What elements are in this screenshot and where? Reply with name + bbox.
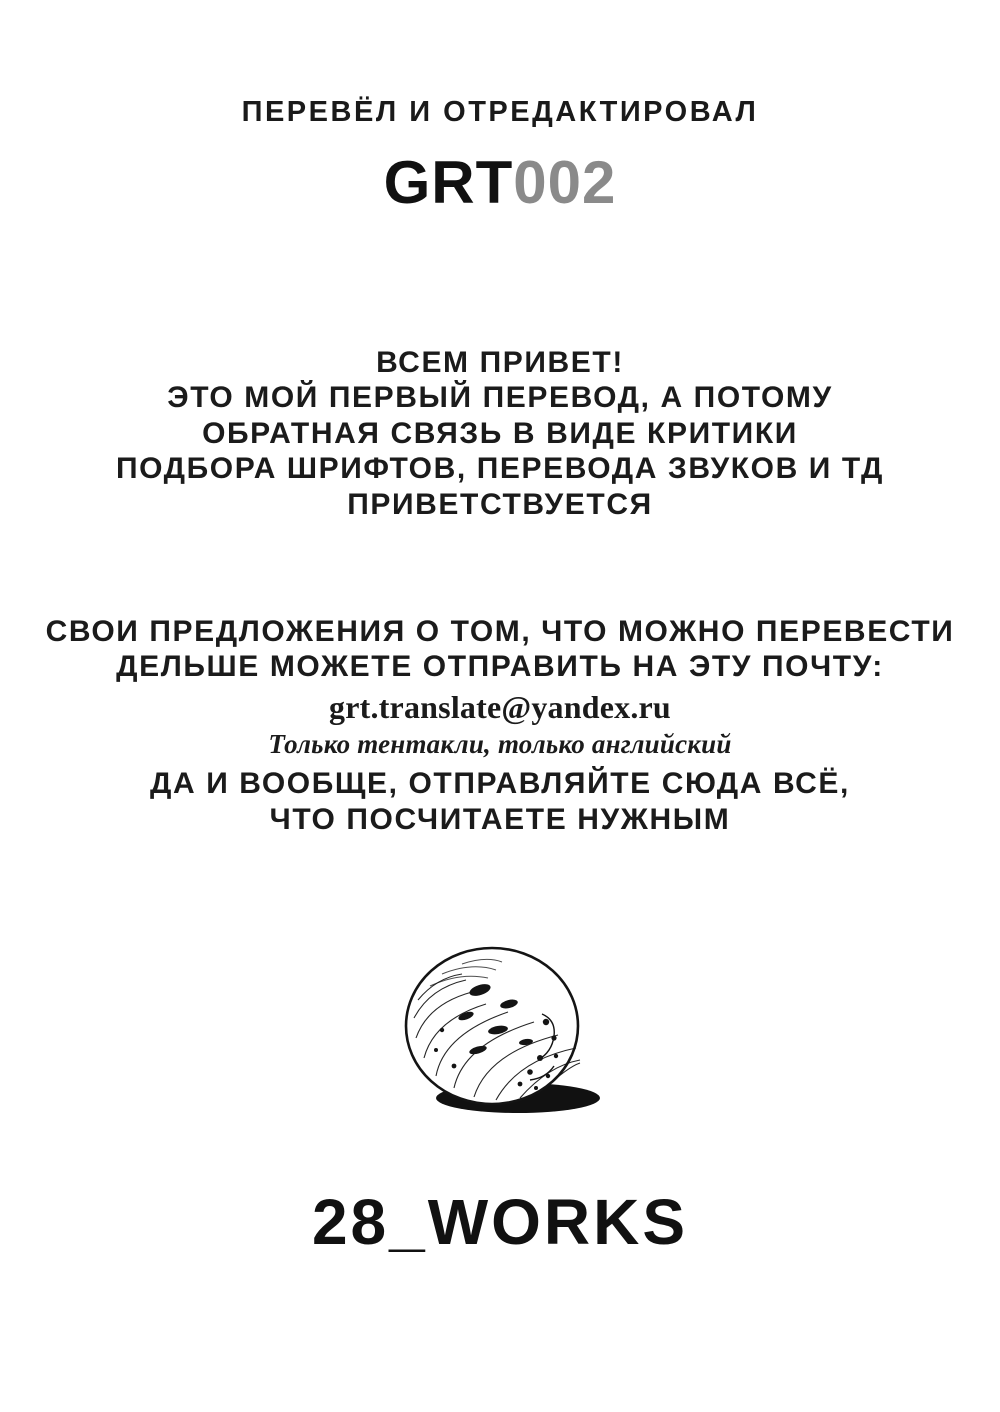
translator-handle-secondary: 002 <box>513 149 617 216</box>
intro-line-5: ПРИВЕТСТВУЕТСЯ <box>347 487 653 521</box>
contact-email[interactable]: grt.translate@yandex.ru <box>329 688 671 725</box>
intro-line-4: ПОДБОРА ШРИФТОВ, ПЕРЕВОДА ЗВУКОВ И ТД <box>115 452 885 486</box>
intro-line-3: ОБРАТНАЯ СВЯЗЬ В ВИДЕ КРИТИКИ <box>202 416 798 450</box>
intro-line-2: ЭТО МОЙ ПЕРВЫЙ ПЕРЕВОД, А ПОТОМУ <box>167 381 833 415</box>
contact-line-4: ЧТО ПОСЧИТАЕТЕ НУЖНЫМ <box>269 802 731 836</box>
intro-message <box>0 345 1000 522</box>
contact-message <box>0 614 1000 837</box>
contact-line-1: СВОИ ПРЕДЛОЖЕНИЯ О ТОМ, ЧТО МОЖНО ПЕРЕВЕСТИ <box>45 615 955 648</box>
studio-logo: 28_WORKS <box>311 1186 689 1258</box>
contact-line-2: ДЕЛЬШЕ МОЖЕТЕ ОТПРАВИТЬ НА ЭТУ ПОЧТУ: <box>116 650 884 684</box>
egg-illustration <box>370 930 630 1130</box>
intro-line-1: ВСЕМ ПРИВЕТ! <box>376 346 624 379</box>
contact-line-3: ДА И ВООБЩЕ, ОТПРАВЛЯЙТЕ СЮДА ВСЁ, <box>150 767 850 801</box>
translator-handle <box>0 148 1000 217</box>
contact-note: Только тентакли, только английский <box>268 728 732 759</box>
translator-handle-primary: GRT <box>383 149 514 216</box>
translator-role-label: ПЕРЕВЁЛ И ОТРЕДАКТИРОВАЛ <box>241 96 759 128</box>
